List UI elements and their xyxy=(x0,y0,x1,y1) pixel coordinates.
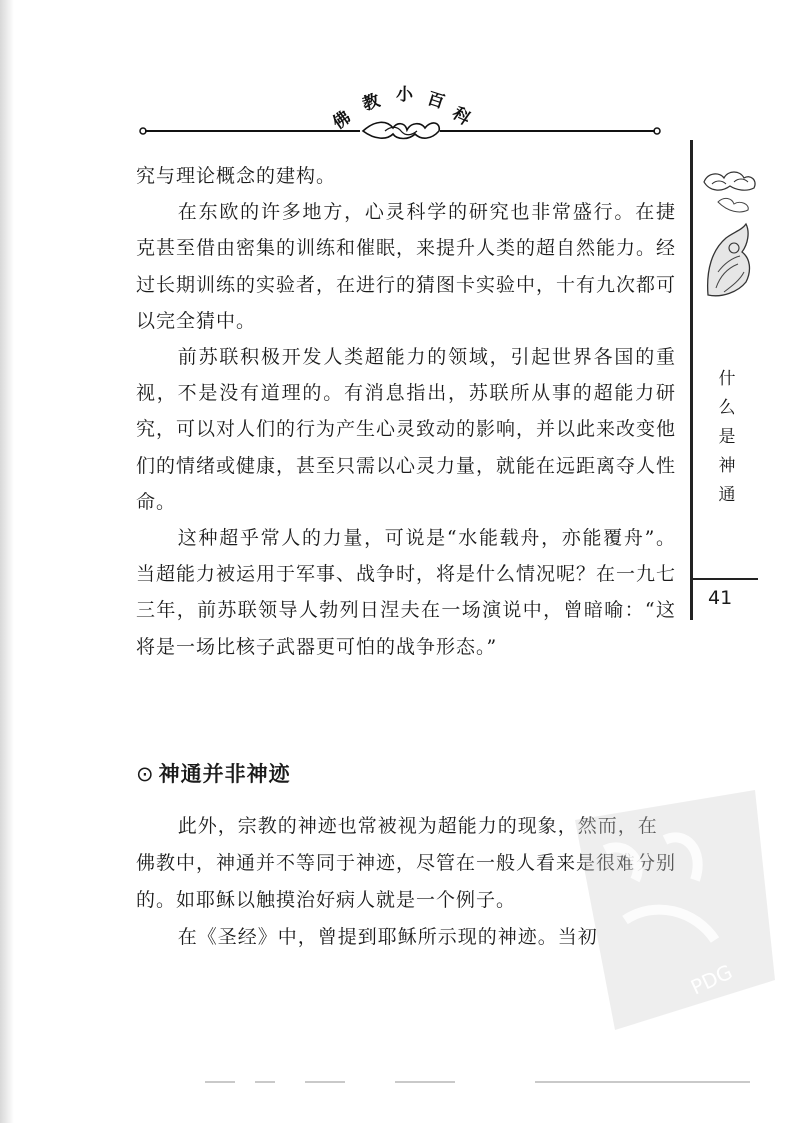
paragraph: 此外，宗教的神迹也常被视为超能力的现象，然而，在佛教中，神通并不等同于神迹，尽管在一般人看来是很难分别的。如耶稣以触摸治好病人就是一个例子。 xyxy=(136,815,677,911)
scan-noise-strip xyxy=(205,1078,750,1086)
heading-bullet-icon: ⊙ xyxy=(136,762,155,786)
watermark-text: PDG xyxy=(686,959,737,1000)
side-label-char: 神 xyxy=(718,456,736,476)
margin-vertical-rule xyxy=(690,140,693,620)
paragraph: 前苏联积极开发人类超能力的领域，引起世界各国的重视，不是没有道理的。有消息指出，苏联所从事的超能力研究，可以对人们的行为产生心灵致动的影响，并以此来改变他们的情绪或健康，甚至只需以心灵力量，就能在远距离夺人性命。 xyxy=(136,346,677,513)
section-heading-text: 神通并非神迹 xyxy=(158,762,291,786)
body-text xyxy=(136,158,676,665)
paragraph: 这种超乎常人的力量，可说是“水能载舟，亦能覆舟”。当超能力被运用于军事、战争时，将是什么情况呢？在一九七三年，前苏联领导人勃列日涅夫在一场演说中，曾暗喻：“这将是一场比核子武器更可怕的战争形态。” xyxy=(136,527,677,658)
header-ornament-rule xyxy=(135,118,665,144)
cloud-figure-ornament-icon xyxy=(698,160,760,305)
watermark-stamp xyxy=(555,780,785,1040)
page-number-rule xyxy=(692,578,758,580)
side-label-char: 什 xyxy=(718,369,736,389)
paragraph: 在东欧的许多地方，心灵科学的研究也非常盛行。在捷克甚至借由密集的训练和催眠，来提升人类的超自然能力。经过长期训练的实验者，在进行的猜图卡实验中，十有九次都可以完全猜中。 xyxy=(136,201,677,332)
side-label-char: 是 xyxy=(718,427,736,447)
section-heading xyxy=(136,758,291,788)
side-label-char: 么 xyxy=(718,398,736,418)
header-char: 小 xyxy=(396,85,413,105)
header-char: 教 xyxy=(360,90,383,116)
paragraph: 究与理论概念的建构。 xyxy=(136,165,337,187)
side-label-char: 通 xyxy=(718,485,736,505)
page-gutter-shadow xyxy=(0,0,14,1123)
header-char: 科 xyxy=(448,103,474,130)
chapter-side-label xyxy=(714,365,740,510)
header-char: 百 xyxy=(424,88,447,114)
page-number: 41 xyxy=(708,587,733,609)
header-char: 佛 xyxy=(329,107,355,134)
paragraph: 在《圣经》中，曾提到耶稣所示现的神迹。当初 xyxy=(177,926,598,948)
